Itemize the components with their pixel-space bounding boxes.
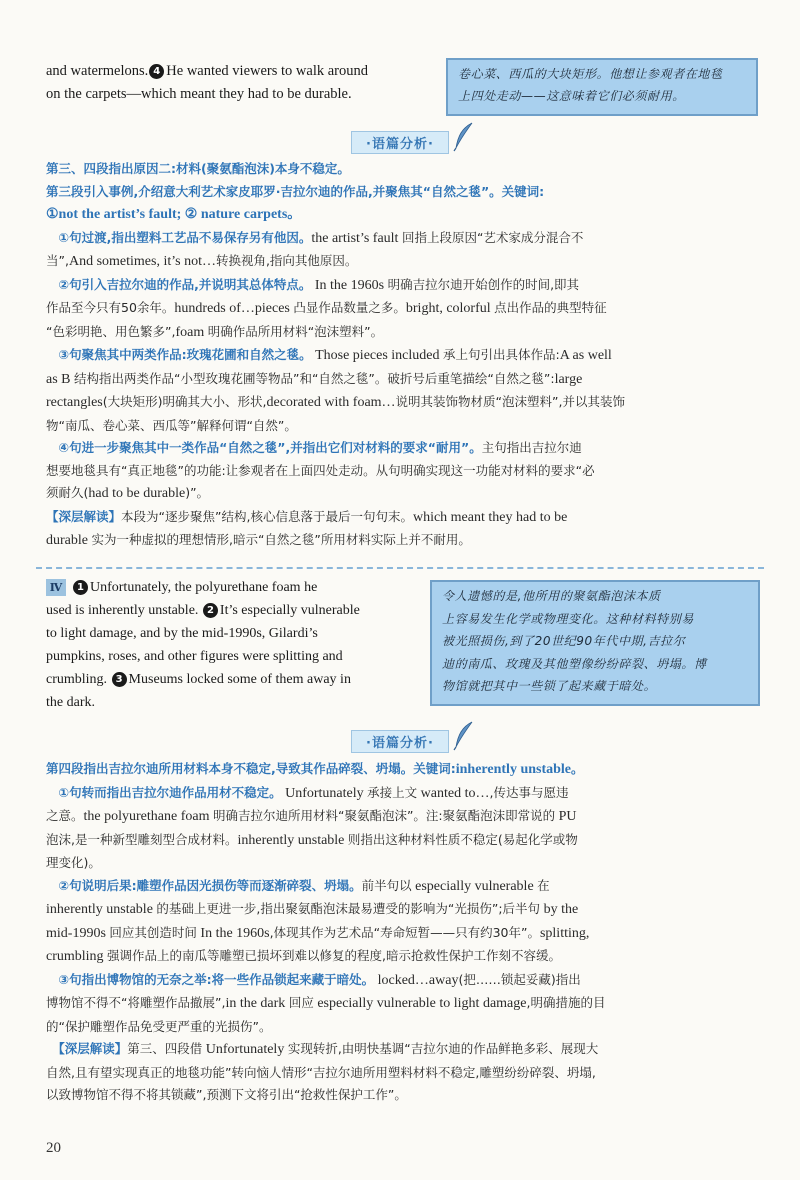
analysis-tag-2 [351, 730, 449, 753]
analysis-text: 回指上段原因“艺术家成分混合不 [401, 229, 584, 245]
english-term: hundreds of…pieces [174, 301, 294, 316]
analysis-line [46, 875, 762, 899]
english-line [46, 691, 360, 714]
english-term: locked…away [374, 972, 459, 988]
translation-line: 卷心菜、西瓜的大块矩形。他想让参观者在地毯 [458, 67, 723, 81]
highlight-text: ③句指出博物馆的无奈之举:将一些作品锁起来藏于暗处。 [46, 971, 375, 987]
analysis-line [46, 437, 762, 460]
highlight-text: ①句转而指出吉拉尔迪作品用材不稳定。 [46, 784, 282, 800]
analysis-tag-1 [351, 131, 449, 154]
analysis-line [46, 368, 762, 392]
analysis-text: 以致博物馆不得不将其锁藏”,预测下文将引出“抢救性保护工作”。 [46, 1087, 407, 1102]
highlight-text: ④句进一步聚焦其中一类作品“自然之毯”,并指出它们对材料的要求“耐用”。 [46, 440, 482, 455]
sentence-text: He wanted viewers to walk around [166, 63, 369, 79]
analysis-line [46, 391, 762, 415]
english-line [46, 599, 360, 622]
analysis-text: 第三、四段借 [127, 1041, 203, 1056]
analysis-text: “色彩明艳、用色繁多”, [46, 323, 176, 339]
analysis-text: 博物馆不得不“将雕塑作品撤展”, [46, 995, 226, 1010]
section4-english-text [46, 576, 360, 714]
analysis-tag-1-label: ·语篇分析· [366, 137, 434, 152]
english-line [46, 645, 360, 668]
sentence-text: crumbling. [46, 672, 111, 687]
analysis-text: 的“保护雕塑作品免受更严重的光损伤”。 [46, 1018, 272, 1034]
analysis-text: 转换视角,指向其他原因。 [215, 253, 358, 268]
analysis-line [46, 969, 762, 993]
analysis-text: 则指出这种材料性质不稳定(易起化学或物 [347, 831, 578, 847]
top-translation-box [446, 58, 758, 116]
translation-line: 令人遗憾的是,他所用的聚氨酯泡沫本质 [442, 589, 661, 603]
english-term: large [554, 371, 583, 387]
analysis-text: ,传达事与愿违 [489, 784, 569, 800]
translation-line: 迪的南瓜、玫瑰及其他塑像纷纷碎裂、坍塌。博 [442, 656, 707, 671]
english-line [46, 668, 360, 691]
analysis-line [46, 805, 762, 829]
analysis-text: (大块矩形)明确其大小、形状, [102, 394, 267, 409]
english-term: which meant they had to be [412, 509, 568, 525]
english-term: the polyurethane foam [83, 809, 213, 824]
translation-line: 物馆就把其中一些锁了起来藏于暗处。 [442, 679, 657, 693]
english-term: inherently unstable [455, 762, 572, 777]
english-term: mid-1990s [46, 925, 110, 941]
analysis-text: )”。 [185, 485, 210, 500]
highlight-text: ②句引入吉拉尔迪的作品,并说明其总体特点。 [46, 276, 312, 292]
paragraph-roman-numeral: Ⅳ [46, 579, 66, 596]
analysis-text: 点出作品的典型特征 [494, 300, 607, 315]
analysis-text: (把……锁起妥藏)指出 [458, 971, 581, 987]
english-term: especially vulnerable to light damage [313, 996, 527, 1011]
analysis-text: 理变化)。 [46, 855, 101, 870]
analysis-text: 的基础上更进一步,指出聚氨酯泡沫最易遭受的影响为“光损伤”;后半句 [156, 901, 541, 916]
analysis-text: 凸显作品数量之多。 [293, 300, 406, 315]
english-term: crumbling [46, 949, 108, 964]
analysis-line [46, 898, 762, 922]
analysis-line [46, 922, 762, 946]
analysis-text: 泡沫,是一种新型雕刻型合成材料。 [46, 831, 238, 847]
analysis-tag-1-row [0, 131, 800, 154]
sentence-number-badge: 1 [73, 580, 88, 595]
analysis-text: 在 [537, 877, 550, 893]
english-term: decorated with foam… [266, 395, 396, 410]
english-line [46, 622, 360, 645]
highlight-text: ③句聚焦其中两类作品:玫瑰花圃和自然之毯。 [46, 347, 312, 362]
analysis-line [46, 1062, 762, 1085]
analysis-line [46, 181, 762, 204]
sentence-text: the dark. [46, 695, 95, 710]
analysis-text: 前半句以 [361, 877, 412, 893]
analysis-line [46, 344, 762, 368]
analysis-text: 说明其装饰物材质“泡沫塑料”,并以其装饰 [395, 394, 625, 409]
analysis-line [46, 852, 762, 875]
english-term: bright, colorful [405, 301, 495, 316]
analysis-line [46, 1016, 762, 1039]
sentence-number-badge: 3 [112, 672, 127, 687]
analysis-line [46, 1038, 762, 1062]
analysis-text: 之意。 [46, 808, 84, 823]
english-line [46, 576, 360, 599]
english-term: as B [46, 371, 74, 387]
english-term: splitting, [539, 925, 590, 941]
sentence-number-badge: 4 [149, 64, 164, 79]
english-term: by the [540, 902, 579, 917]
analysis-line [46, 227, 762, 251]
analysis-line [46, 782, 762, 806]
english-term: Those pieces included [311, 348, 443, 363]
analysis-text: 回应 [288, 995, 314, 1010]
english-term: PU [555, 809, 577, 824]
highlight-text: ①句过渡,指出塑料工艺品不易保存另有他因。 [46, 229, 312, 245]
analysis-text: ,明确措施的目 [526, 995, 606, 1010]
analysis-text: 物“南瓜、卷心菜、西瓜等”解释何谓“自然”。 [46, 417, 297, 433]
english-term: in the dark [225, 996, 289, 1011]
section-divider [36, 567, 764, 569]
english-term: the artist’s fault [311, 230, 402, 246]
sentence-text: to light damage, and by the mid-1990s, Gilardi’s [46, 626, 318, 641]
analysis-text: 明确吉拉尔迪所用材料“聚氨酯泡沫”。注:聚氨酯泡沫即常说的 [212, 808, 556, 823]
analysis-line [46, 482, 762, 506]
analysis-line [46, 321, 762, 345]
translation-line: 被光照损伤,到了20世纪90年代中期,吉拉尔 [442, 634, 686, 648]
sentence-text: on the carpets—which meant they had to be durable. [46, 86, 352, 102]
english-term: A as well [559, 348, 612, 363]
highlight-text: 。 [571, 761, 584, 776]
english-term: durable [46, 533, 92, 548]
page-number: 20 [46, 1140, 61, 1156]
highlight-text: 第四段指出吉拉尔迪所用材料本身不稳定,导致其作品碎裂、坍塌。关键词: [46, 761, 456, 776]
sentence-text: It’s especially vulnerable [219, 603, 360, 618]
english-term: rectangles [46, 395, 103, 410]
analysis-paragraph-1 [46, 158, 762, 553]
sentence-number-badge: 2 [203, 603, 218, 618]
english-term: In the 1960s [196, 925, 270, 941]
analysis-text: 本段为“逐步聚焦”结构,核心信息落于最后一句句末。 [121, 508, 413, 524]
translation-line: 上四处走动——这意味着它们必须耐用。 [458, 88, 685, 103]
analysis-line [46, 460, 762, 483]
english-term: inherently unstable [237, 832, 348, 848]
sentence-text: Museums locked some of them away in [128, 672, 351, 687]
analysis-text: 想要地毯具有“真正地毯”的功能:让参观者在上面四处走动。从句明确实现这一功能对材料的要求“必 [46, 462, 595, 478]
analysis-line [46, 829, 762, 853]
analysis-line [46, 758, 762, 782]
english-term: foam [175, 324, 208, 340]
analysis-text: 自然,且有望实现真正的地毯功能”转向恼人情形“吉拉尔迪所用塑料材料不稳定,雕塑纷纷碎裂、坍塌, [46, 1064, 596, 1080]
analysis-paragraph-2 [46, 758, 762, 1107]
analysis-tag-2-label: ·语篇分析· [366, 736, 434, 751]
english-term: Unfortunately [202, 1042, 288, 1057]
english-term: And sometimes, it’s not… [68, 254, 216, 269]
analysis-line [46, 158, 762, 181]
analysis-text: ,体现其作为艺术品“寿命短暂——只有约30年”。 [269, 924, 540, 940]
analysis-text: 明确作品所用材料“泡沫塑料”。 [207, 323, 384, 339]
highlight-text: 【深层解读】 [46, 508, 122, 524]
highlight-text: 第三段引入事例,介绍意大利艺术家皮耶罗·吉拉尔迪的作品,并聚焦其“自然之毯”。关键词: [46, 183, 545, 199]
analysis-line [46, 506, 762, 530]
english-term: ①not the artist’s fault; ② nature carpets。 [46, 207, 302, 222]
english-term: In the 1960s [311, 277, 388, 293]
analysis-text: 当”, [46, 253, 69, 268]
highlight-text: 第三、四段指出原因二:材料(聚氨酯泡沫)本身不稳定。 [46, 161, 350, 176]
analysis-text: 结构指出两类作品“小型玫瑰花圃等物品”和“自然之毯”。破折号后重笔描绘“自然之毯”: [74, 370, 555, 386]
analysis-text: 承上句引出具体作品: [443, 347, 560, 362]
analysis-text: 回应其创造时间 [109, 924, 197, 940]
feather-pen-icon [452, 122, 474, 152]
analysis-text: 明确吉拉尔迪开始创作的时间,即其 [387, 276, 580, 292]
analysis-line [46, 415, 762, 438]
analysis-text: 实现转折,由明快基调“吉拉尔迪的作品鲜艳多彩、展现大 [287, 1041, 599, 1056]
analysis-text: 作品至今只有50余年。 [46, 300, 175, 315]
english-term: wanted to… [417, 785, 490, 801]
english-line [46, 60, 368, 83]
english-term: inherently unstable [46, 902, 157, 917]
analysis-text: 实为一种虚拟的理想情形,暗示“自然之毯”所用材料实际上并不耐用。 [91, 532, 471, 547]
sentence-text: used is inherently unstable. [46, 603, 202, 618]
highlight-text: ②句说明后果:雕塑作品因光损伤等而逐渐碎裂、坍塌。 [46, 877, 362, 893]
sentence-text: and watermelons. [46, 63, 149, 79]
sentence-text: Unfortunately, the polyurethane foam he [90, 580, 318, 595]
top-english-text [46, 60, 368, 106]
english-term: Unfortunately [281, 785, 368, 801]
analysis-line [46, 992, 762, 1016]
analysis-text: 承接上文 [367, 784, 418, 800]
analysis-text: 须耐久( [46, 485, 89, 500]
english-term: especially vulnerable [411, 878, 538, 894]
section4-translation-box [430, 580, 760, 706]
english-term: had to be durable [88, 486, 186, 501]
analysis-tag-2-row [0, 730, 800, 753]
analysis-line [46, 274, 762, 298]
sentence-text: pumpkins, roses, and other figures were splitting and [46, 649, 343, 664]
translation-line: 上容易发生化学或物理变化。这种材料特别易 [442, 611, 695, 626]
feather-pen-icon [452, 721, 474, 751]
english-line [46, 83, 368, 106]
analysis-line [46, 1084, 762, 1107]
analysis-line [46, 250, 762, 274]
analysis-text: 强调作品上的南瓜等雕塑已损坏到难以修复的程度,暗示抢救性保护工作刻不容缓。 [107, 948, 562, 963]
highlight-text: 【深层解读】 [46, 1041, 128, 1056]
analysis-line [46, 529, 762, 553]
analysis-text: 主句指出吉拉尔迪 [481, 440, 582, 455]
analysis-line [46, 203, 762, 227]
analysis-line [46, 297, 762, 321]
analysis-line [46, 945, 762, 969]
